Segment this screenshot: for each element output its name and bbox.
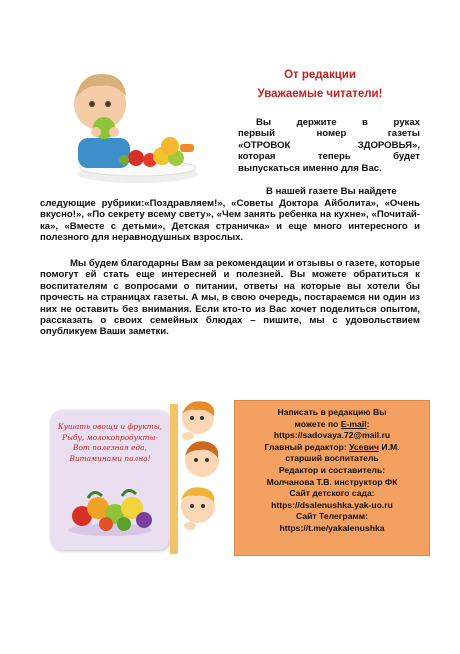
contact-email-link[interactable]: https://sadovaya.72@mail.ru [273,430,391,441]
cartoon-kids-illustration [168,398,238,558]
intro-line-4: которая теперь будет [238,151,420,163]
intro-line-1: Вы держите в руках [256,117,420,128]
contact-chief-line [235,442,429,454]
verse-line-3: Вот полезная еда, [73,443,147,452]
contact-telegram-label: Сайт Телеграмм: [296,511,368,522]
contact-editor-name: Молчанова Т.В. инструктор ФК [266,476,398,487]
contact-site-link[interactable]: https://dsalenushka.yak-uo.ru [271,499,393,510]
intro-line-5: выпускаться именно для Вас. [238,162,382,174]
contact-chief-prefix: Главный редактор: [264,441,350,452]
contact-chief-role: старший воспитатель [285,453,379,464]
fruit-basket-illustration [60,478,160,538]
feedback-paragraph: Мы будем благодарны Вам за рекомендации и отзывы о газете, которые помогут ей стать еще интересней и полезней. Вы можете обратиться к воспитателям с вопросами о питании, ответы на которые вы хотели бы прочесть на страницах газеты. А мы, в свою очередь, постараемся ни один из них не оставить без внимания. Если кто-то из Вас хочет поделиться опытом, рассказать о своих семейных блюдах – пишите, мы с удовольствием опубликуем Ваши заметки. [40,258,420,338]
contact-telegram-link[interactable]: https://t.me/yakalenushka [279,522,385,533]
from-editor-heading: От редакции [284,69,356,81]
contact-editor-line: Редактор и составитель: [278,464,386,475]
contact-write-line-1: Написать в редакцию Вы [277,407,387,417]
contact-site-label: Сайт детского сада: [289,488,375,499]
verse-line-2: Рыбу, молокопродукты- [62,432,158,442]
greeting-heading: Уважаемые читатели! [257,88,383,100]
verse-card [50,410,170,550]
contact-chief-suffix: И.М. [379,441,400,452]
intro-block [238,117,420,174]
contact-box [234,400,430,556]
child-with-fruit-illustration [58,60,198,190]
rubrics-first-line: В нашей газете Вы найдете [266,186,397,197]
rubrics-paragraph: следующие рубрики:«Поздравляем!», «Советы Доктора Айболита», «Очень вкусно!», «По секрету всему свету», «Чем занять ребенка на кухне», «Почитай-ка», «Вместе с детьми», Детская страничка» и еще много интересного и полезного для неравнодушных взрослых. [40,198,420,244]
contact-email-word: E-mail [340,418,367,429]
verse-text [50,422,170,464]
verse-line-1: Кушать овощи и фрукты, [57,422,163,431]
contact-write-prefix: можете по [294,418,341,429]
contact-content [235,401,429,535]
intro-line-2: первый номер газеты [238,128,420,140]
contact-write-line-2 [235,419,429,431]
contact-chief-name: Усевич [349,441,379,452]
verse-line-4: Витаминами полна! [69,453,151,463]
contact-write-suffix: : [366,418,370,429]
intro-line-3: «ОТРОВОК ЗДОРОВЬЯ», [238,139,420,151]
